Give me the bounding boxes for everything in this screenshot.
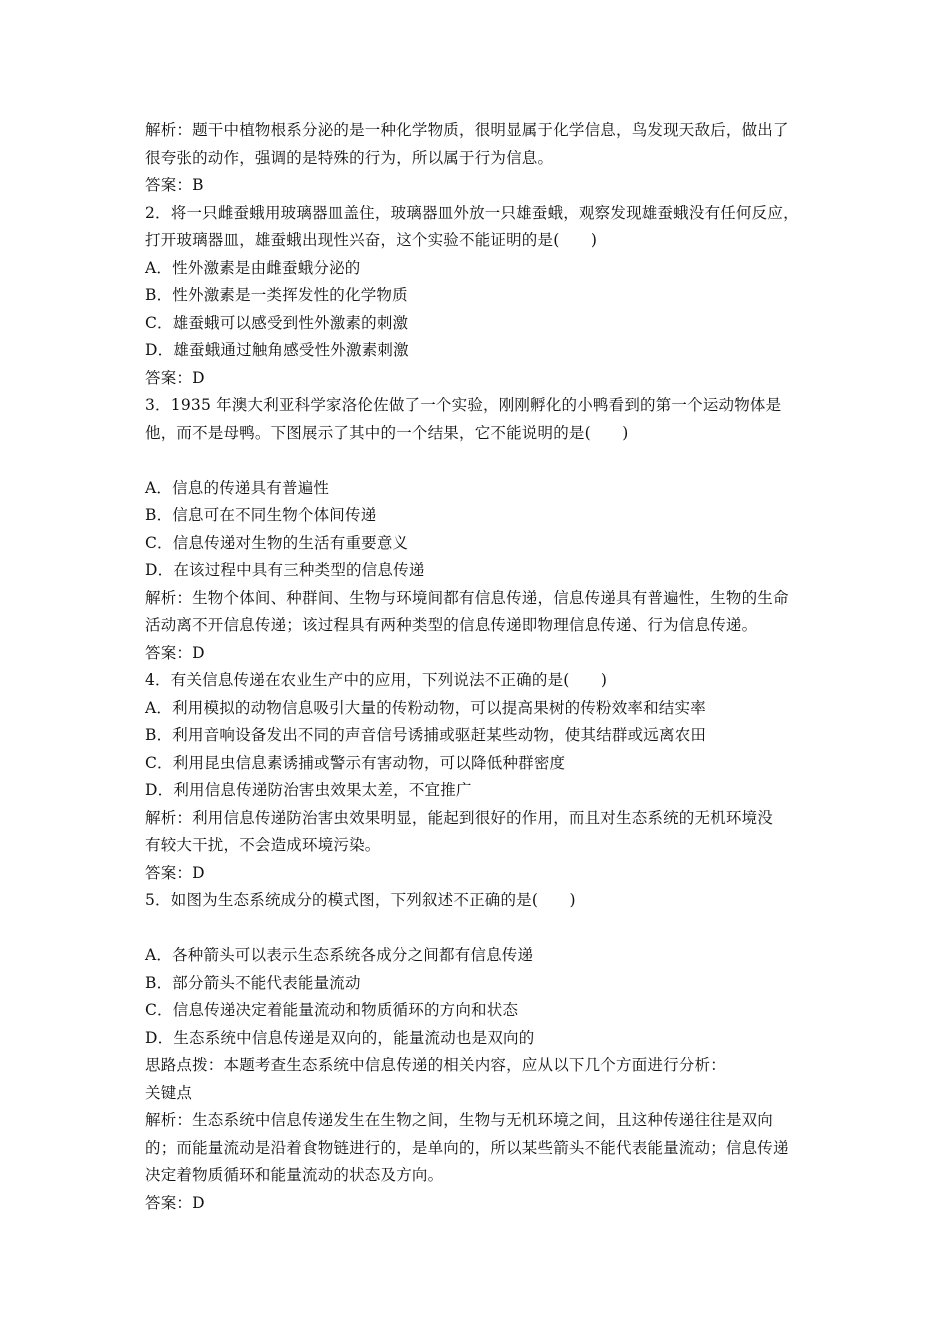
option-d: D．利用信息传递防治害虫效果太差，不宜推广 <box>145 781 472 799</box>
analysis-text: 的；而能量流动是沿着食物链进行的，是单向的，所以某些箭头不能代表能量流动；信息传递 <box>145 1138 789 1157</box>
answer-text: 答案：D <box>145 1193 205 1212</box>
option-a: A．各种箭头可以表示生态系统各成分之间都有信息传递 <box>145 946 534 964</box>
option-b: B．利用音响设备发出不同的声音信号诱捕或驱赶某些动物，使其结群或远离农田 <box>145 726 707 744</box>
question-text: 2．将一只雌蚕蛾用玻璃器皿盖住，玻璃器皿外放一只雄蚕蛾，观察发现雄蚕蛾没有任何反应， <box>145 203 799 222</box>
analysis-text: 决定着物质循环和能量流动的状态及方向。 <box>145 1166 444 1184</box>
analysis-text: 解析：利用信息传递防治害虫效果明显，能起到很好的作用，而且对生态系统的无机环境没 <box>145 808 774 827</box>
question-text: 他，而不是母鸭。下图展示了其中的一个结果，它不能说明的是( ) <box>145 423 629 442</box>
key-point-text: 关键点 <box>145 1083 193 1102</box>
option-b: B．信息可在不同生物个体间传递 <box>145 506 377 524</box>
analysis-text: 有较大干扰，不会造成环境污染。 <box>145 836 381 854</box>
option-a: A．性外激素是由雌蚕蛾分泌的 <box>145 258 361 277</box>
option-c: C．雄蚕蛾可以感受到性外激素的刺激 <box>145 313 409 332</box>
question-text: 3．1935 年澳大利亚科学家洛伦佐做了一个实验，刚刚孵化的小鸭看到的第一个运动物体是 <box>145 396 782 414</box>
option-d: D．生态系统中信息传递是双向的，能量流动也是双向的 <box>145 1028 535 1047</box>
analysis-text: 很夸张的动作，强调的是特殊的行为，所以属于行为信息。 <box>145 148 554 167</box>
option-a: A．信息的传递具有普遍性 <box>145 478 330 497</box>
answer-text: 答案：D <box>145 368 205 387</box>
option-c: C．利用昆虫信息素诱捕或警示有害动物，可以降低种群密度 <box>145 753 566 772</box>
answer-text: 答案：D <box>145 863 205 882</box>
option-b: B．部分箭头不能代表能量流动 <box>145 973 361 992</box>
option-c: C．信息传递决定着能量流动和物质循环的方向和状态 <box>145 1001 519 1019</box>
hint-text: 思路点拨：本题考查生态系统中信息传递的相关内容，应从以下几个方面进行分析： <box>145 1056 726 1074</box>
analysis-text: 解析：生物个体间、种群间、生物与环境间都有信息传递，信息传递具有普遍性，生物的生命 <box>145 588 789 607</box>
answer-text: 答案：B <box>145 176 204 194</box>
option-c: C．信息传递对生物的生活有重要意义 <box>145 533 409 552</box>
analysis-text: 解析：生态系统中信息传递发生在生物之间，生物与无机环境之间，且这种传递往往是双向 <box>145 1111 774 1129</box>
option-a: A．利用模拟的动物信息吸引大量的传粉动物，可以提高果树的传粉效率和结实率 <box>145 698 706 717</box>
analysis-text: 解析：题干中植物根系分泌的是一种化学物质，很明显属于化学信息，鸟发现天敌后，做出了 <box>145 121 789 139</box>
option-b: B．性外激素是一类挥发性的化学物质 <box>145 286 408 304</box>
document-body <box>145 117 815 1217</box>
option-d: D．在该过程中具有三种类型的信息传递 <box>145 561 425 579</box>
question-text: 5．如图为生态系统成分的模式图，下列叙述不正确的是( ) <box>145 891 576 909</box>
question-text: 打开玻璃器皿，雄蚕蛾出现性兴奋，这个实验不能证明的是( ) <box>145 231 598 249</box>
option-d: D．雄蚕蛾通过触角感受性外激素刺激 <box>145 341 409 359</box>
answer-text: 答案：D <box>145 643 205 662</box>
analysis-text: 活动离不开信息传递；该过程具有两种类型的信息传递即物理信息传递、行为信息传递。 <box>145 616 758 634</box>
figure-placeholder <box>145 447 815 475</box>
figure-placeholder <box>145 915 815 943</box>
question-text: 4．有关信息传递在农业生产中的应用，下列说法不正确的是( ) <box>145 671 608 689</box>
